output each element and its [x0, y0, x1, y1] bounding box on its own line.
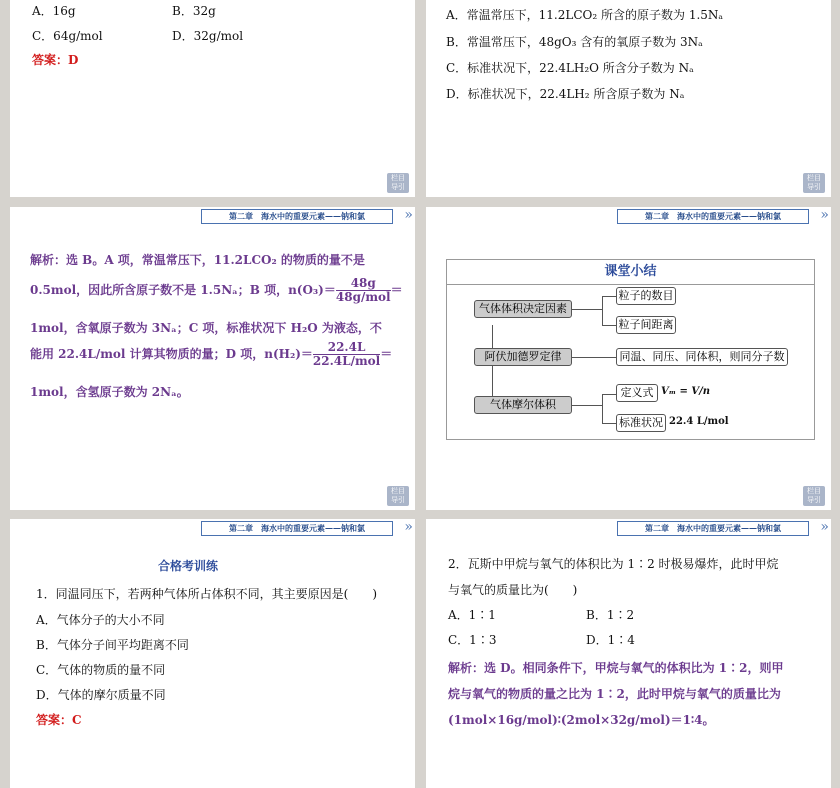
- slide-1: [10, 0, 415, 197]
- slide-4: [426, 207, 831, 510]
- option-c: C．气体的物质的量不同: [36, 663, 166, 677]
- nav-button[interactable]: 栏目 导引: [387, 486, 409, 506]
- option-a: A．气体分子的大小不同: [36, 613, 165, 627]
- slide-5: [10, 519, 415, 788]
- option-a: A．1∶1: [448, 608, 496, 622]
- node: 粒子间距离: [616, 316, 676, 334]
- option-b: B．气体分子间平均距离不同: [36, 638, 189, 652]
- option-c: C．64g/mol: [32, 29, 103, 43]
- option-c: C．标准状况下，22.4LH₂O 所含分子数为 Nₐ: [446, 61, 694, 75]
- node: 同温、同压、同体积，则同分子数: [616, 348, 788, 366]
- summary-diagram: [446, 259, 815, 440]
- text-line: 解析：选 B。A 项，常温常压下，11.2LCO₂ 的物质的量不是: [30, 253, 365, 267]
- slide-3: [10, 207, 415, 510]
- question: 2．瓦斯中甲烷与氧气的体积比为 1∶2 时极易爆炸，此时甲烷: [448, 557, 779, 571]
- option-a: A．常温常压下，11.2LCO₂ 所含的原子数为 1.5Nₐ: [446, 8, 724, 22]
- text-line: 1mol，含氧原子数为 3Nₐ；C 项，标准状况下 H₂O 为液态，不: [30, 321, 382, 335]
- explanation: (1mol×16g/mol)∶(2mol×32g/mol)＝1∶4。: [448, 713, 715, 727]
- node: 气体体积决定因素: [474, 300, 572, 318]
- chapter-header: 第二章 海水中的重要元素——钠和氯: [617, 521, 809, 536]
- explanation: 烷与氧气的物质的量之比为 1∶2，此时甲烷与氧气的质量比为: [448, 687, 781, 701]
- option-d: D．32g/mol: [172, 29, 244, 43]
- chapter-header: 第二章 海水中的重要元素——钠和氯: [201, 521, 393, 536]
- diagram-title: 课堂小结: [447, 260, 814, 285]
- chevron-icon: »: [404, 519, 413, 535]
- option-b: B．1∶2: [586, 608, 635, 622]
- answer: 答案：D: [32, 53, 79, 67]
- value: 22.4 L/mol: [669, 416, 729, 427]
- chevron-icon: »: [820, 519, 829, 535]
- answer: 答案：C: [36, 713, 82, 727]
- chevron-icon: »: [820, 207, 829, 223]
- node: 气体摩尔体积: [474, 396, 572, 414]
- chevron-icon: »: [404, 207, 413, 223]
- option-c: C．1∶3: [448, 633, 497, 647]
- option-d: D．标准状况下，22.4LH₂ 所含原子数为 Nₐ: [446, 87, 685, 101]
- chapter-header: 第二章 海水中的重要元素——钠和氯: [617, 209, 809, 224]
- text-line: 1mol，含氢原子数为 2Nₐ。: [30, 385, 189, 399]
- node: 粒子的数目: [616, 287, 676, 305]
- slide-2: [426, 0, 831, 197]
- explanation: 解析：选 D。相同条件下，甲烷与氧气的体积比为 1∶2，则甲: [448, 661, 784, 675]
- section-title: 合格考训练: [158, 559, 219, 573]
- option-a: A．16g: [32, 4, 76, 18]
- option-b: B．常温常压下，48gO₃ 含有的氧原子数为 3Nₐ: [446, 35, 703, 49]
- text-line: 能用 22.4L/mol 计算其物质的量；D 项，n(H₂)＝ $\frac{22.4L}{\text{22.4L/mol}}$ ＝: [30, 340, 393, 368]
- formula: Vₘ = V/n: [661, 386, 711, 397]
- chapter-header: 第二章 海水中的重要元素——钠和氯: [201, 209, 393, 224]
- question: 1．同温同压下，若两种气体所占体积不同，其主要原因是( ): [36, 587, 378, 601]
- option-b: B．32g: [172, 4, 216, 18]
- text-line: 0.5mol，因此所含原子数不是 1.5Nₐ；B 项，n(O₃)＝ $\frac{48g}{\text{48g/mol}}$ ＝: [30, 276, 403, 304]
- option-d: D．气体的摩尔质量不同: [36, 688, 166, 702]
- node: 定义式: [616, 384, 658, 402]
- node: 阿伏加德罗定律: [474, 348, 572, 366]
- nav-button[interactable]: 栏目 导引: [803, 486, 825, 506]
- nav-button[interactable]: 栏目 导引: [803, 173, 825, 193]
- question: 与氧气的质量比为( ): [448, 583, 578, 597]
- node: 标准状况: [616, 414, 666, 432]
- option-d: D．1∶4: [586, 633, 635, 647]
- slide-6: [426, 519, 831, 788]
- nav-button[interactable]: 栏目 导引: [387, 173, 409, 193]
